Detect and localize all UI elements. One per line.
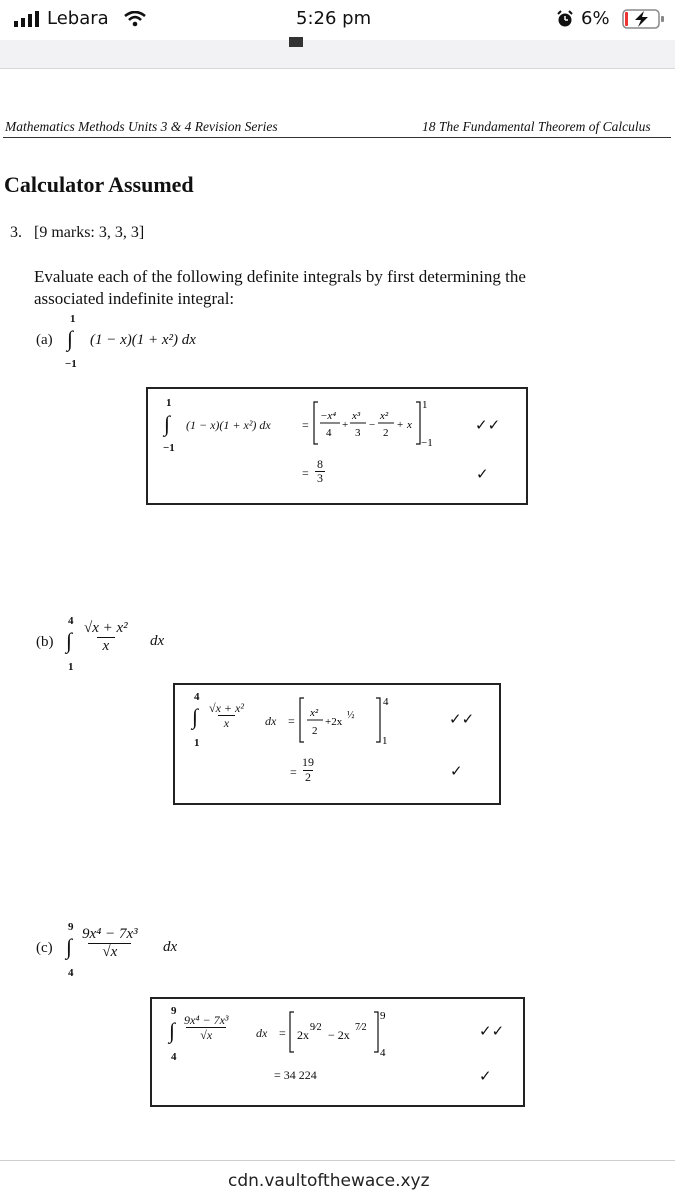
svg-text:2x: 2x <box>297 1028 309 1042</box>
part-a-upper-limit: 1 <box>70 313 76 325</box>
svg-text:1: 1 <box>382 735 388 747</box>
part-a-equals-2: = <box>302 466 309 480</box>
footer-divider <box>0 1160 675 1161</box>
part-b-lower-limit: 1 <box>68 661 74 673</box>
part-a-final-answer <box>315 458 325 484</box>
part-b-answer-numerator: 19 <box>302 755 314 769</box>
part-a-antiderivative <box>312 398 460 448</box>
part-b-box-integral-sign: ∫ <box>192 704 199 729</box>
svg-text:9⁄2: 9⁄2 <box>310 1022 322 1033</box>
part-b-box-denominator: x <box>218 715 235 730</box>
part-b-box-lower: 1 <box>194 737 200 749</box>
wifi-icon <box>124 11 146 27</box>
part-c-ticks-2: ✓ <box>479 1069 492 1085</box>
question-prompt-line-2: associated indefinite integral: <box>34 289 235 308</box>
part-b-equals-2: = <box>290 765 297 779</box>
section-title: Calculator Assumed <box>4 172 194 197</box>
svg-text:x²: x² <box>380 410 389 422</box>
part-b-box-dx: dx <box>265 714 277 728</box>
part-b-ticks-1: ✓✓ <box>449 712 475 728</box>
part-c-box-denominator: √x <box>186 1027 226 1042</box>
question-number: 3. <box>10 224 22 241</box>
part-b-integral-sign: ∫ <box>66 628 73 653</box>
part-a-integrand: (1 − x)(1 + x²) dx <box>90 332 196 348</box>
svg-text:x²: x² <box>310 707 319 719</box>
svg-text:7⁄2: 7⁄2 <box>355 1022 367 1033</box>
page-top-shading <box>0 40 675 69</box>
part-a-answer-denominator: 3 <box>317 470 323 485</box>
part-b-answer-denominator: 2 <box>305 769 311 784</box>
part-a-answer-numerator: 8 <box>317 457 323 471</box>
part-c-box-integrand <box>184 1013 229 1043</box>
battery-charging-icon <box>622 9 666 31</box>
part-a-box-integrand: (1 − x)(1 + x²) dx <box>186 418 271 432</box>
clock-time: 5:26 pm <box>296 8 372 29</box>
status-bar <box>0 0 675 40</box>
part-c-denominator: √x <box>88 943 131 961</box>
part-b-dx: dx <box>150 633 165 649</box>
footer-url[interactable]: cdn.vaultofthewace.xyz <box>228 1171 430 1191</box>
part-a-lower-limit: −1 <box>65 358 77 370</box>
svg-text:x: x <box>407 419 412 431</box>
part-b-box-upper: 4 <box>194 691 200 703</box>
part-b-box-integrand <box>209 701 244 731</box>
part-b-integrand <box>84 620 128 656</box>
question-marks: [9 marks: 3, 3, 3] <box>34 224 145 241</box>
part-b-denominator: x <box>97 637 116 655</box>
part-c-dx: dx <box>163 939 178 955</box>
part-c-lower-limit: 4 <box>68 967 74 979</box>
part-b-numerator: √x + x² <box>84 620 128 636</box>
part-a-box-lower: −1 <box>163 442 175 454</box>
part-b-upper-limit: 4 <box>68 615 74 627</box>
part-c-ticks-1: ✓✓ <box>479 1024 505 1040</box>
part-a-ticks-1: ✓✓ <box>475 418 501 434</box>
chapter-header: 18 The Fundamental Theorem of Calculus <box>422 119 651 134</box>
part-b-label: (b) <box>36 634 54 650</box>
part-a-ticks-2: ✓ <box>476 467 489 483</box>
svg-text:−x⁴: −x⁴ <box>320 410 337 422</box>
part-c-upper-limit: 9 <box>68 921 74 933</box>
part-c-integral-sign: ∫ <box>66 934 73 959</box>
series-header: Mathematics Methods Units 3 & 4 Revision Series <box>5 119 278 134</box>
battery-percent: 6% <box>581 8 610 29</box>
svg-text:4: 4 <box>383 696 389 708</box>
part-c-integrand <box>82 926 138 962</box>
question-prompt-line-1: Evaluate each of the following definite integrals by first determining the <box>34 267 526 286</box>
part-c-box-integral-sign: ∫ <box>169 1018 176 1043</box>
part-c-equals-sign: = <box>279 1026 286 1040</box>
part-b-box-numerator: √x + x² <box>209 701 244 715</box>
svg-text:x³: x³ <box>352 410 361 422</box>
part-b-ticks-2: ✓ <box>450 764 463 780</box>
part-b-final-answer <box>302 756 314 785</box>
part-b-equals-sign: = <box>288 714 295 728</box>
svg-text:2: 2 <box>383 427 389 439</box>
svg-text:1: 1 <box>422 399 428 411</box>
part-b-antiderivative <box>298 694 408 748</box>
svg-text:9: 9 <box>380 1010 386 1022</box>
part-c-final-answer: = 34 224 <box>274 1068 317 1082</box>
part-c-box-upper: 9 <box>171 1005 177 1017</box>
part-a-box-upper: 1 <box>166 397 172 409</box>
svg-text:− 2x: − 2x <box>328 1028 350 1042</box>
svg-text:+2x: +2x <box>325 716 343 728</box>
part-a-integral-sign: ∫ <box>67 326 74 351</box>
part-c-box-numerator: 9x⁴ − 7x³ <box>184 1013 229 1027</box>
part-c-box-lower: 4 <box>171 1051 177 1063</box>
page-handle-icon <box>289 37 303 47</box>
part-c-label: (c) <box>36 940 53 956</box>
svg-text:4: 4 <box>380 1047 386 1059</box>
svg-text:½: ½ <box>347 710 355 721</box>
part-c-numerator: 9x⁴ − 7x³ <box>82 926 138 942</box>
svg-text:3: 3 <box>355 427 361 439</box>
svg-text:2: 2 <box>312 725 318 737</box>
alarm-icon <box>556 10 574 28</box>
svg-text:−1: −1 <box>421 437 433 448</box>
svg-text:+: + <box>397 419 404 431</box>
svg-text:−: − <box>369 419 376 431</box>
part-c-antiderivative <box>288 1008 408 1060</box>
part-a-equals-sign: = <box>302 418 309 432</box>
part-a-label: (a) <box>36 332 53 348</box>
signal-bars-icon <box>14 11 40 27</box>
header-divider <box>3 137 671 138</box>
svg-text:+: + <box>342 419 349 431</box>
part-a-box-integral-sign: ∫ <box>164 411 171 436</box>
svg-text:4: 4 <box>326 427 332 439</box>
part-c-box-dx: dx <box>256 1026 268 1040</box>
carrier-name: Lebara <box>47 8 109 29</box>
